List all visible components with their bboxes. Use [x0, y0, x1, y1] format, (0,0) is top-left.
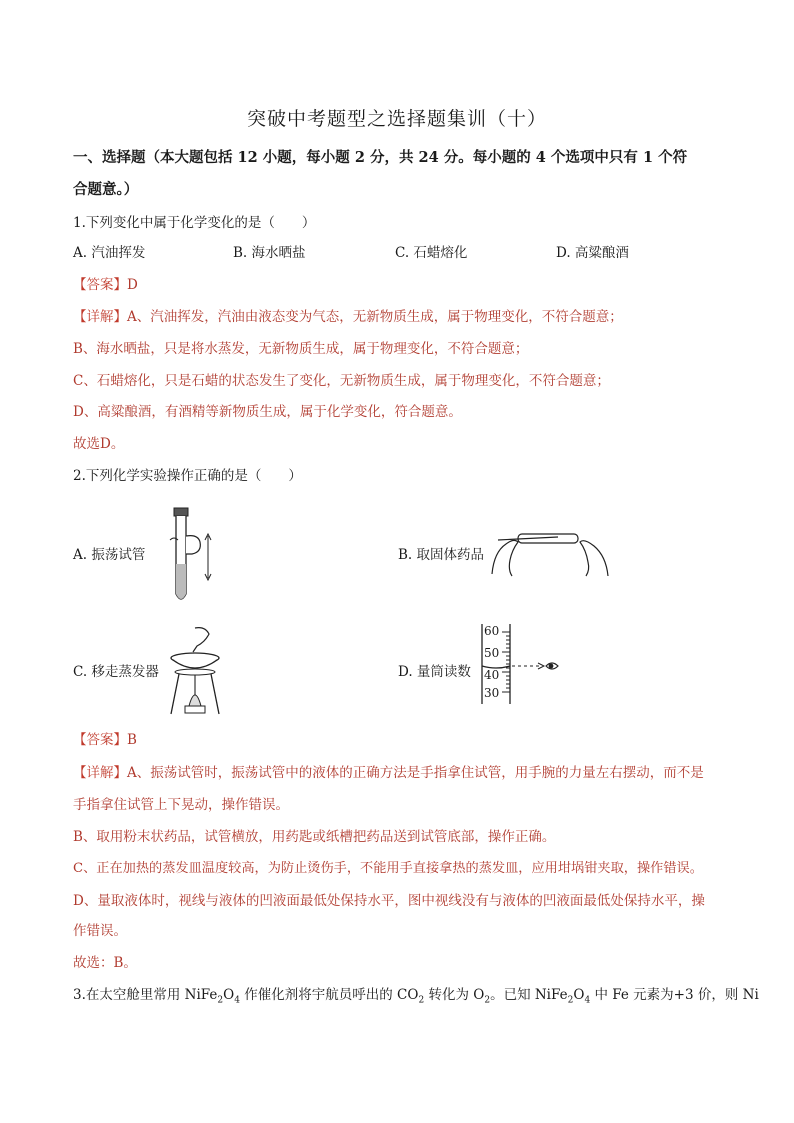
- q3-sub-2: 4: [234, 995, 240, 1006]
- q3-text-1: 3.在太空舱里常用 NiFe: [73, 987, 218, 1003]
- q1-option-b: B. 海水晒盐: [233, 245, 306, 261]
- q1-option-c: C. 石蜡熔化: [395, 245, 468, 261]
- q2-stem: 2.下列化学实验操作正确的是（ ）: [73, 468, 302, 484]
- q3-text-3: 作催化剂将宇航员呼出的 CO: [239, 987, 419, 1003]
- test-tube-shaking-figure: [150, 506, 220, 606]
- q1-option-d: D. 高粱酿酒: [556, 245, 629, 261]
- q2-detail-d1: D、量取液体时，视线与液体的凹液面最低处保持水平，图中视线没有与液体的凹液面最低处保持水平，操: [73, 893, 705, 909]
- q2-answer: [73, 728, 137, 748]
- q1-detail-c: C、石蜡熔化，只是石蜡的状态发生了变化，无新物质生成，属于物理变化，不符合题意；: [73, 373, 610, 389]
- evaporating-dish-figure: [165, 624, 225, 716]
- cylinder-tick-60: 60: [484, 624, 500, 638]
- q3-sub-6: 4: [584, 995, 591, 1006]
- q3-sub-1: 2: [217, 995, 224, 1006]
- q2-detail-b: B、取用粉末状药品，试管横放，用药匙或纸槽把药品送到试管底部，操作正确。: [73, 829, 556, 845]
- q1-option-a: A. 汽油挥发: [73, 245, 146, 261]
- q2-option-d: D. 量筒读数: [398, 664, 471, 680]
- q3-text-6: O: [573, 987, 585, 1003]
- q2-detail-d2: 作错误。: [73, 923, 127, 939]
- q1-answer: [73, 273, 138, 293]
- q3-sub-3: 2: [418, 995, 425, 1006]
- section-heading-line1: 一、选择题（本大题包括 12 小题，每小题 2 分，共 24 分。每小题的 4 个选项中只有 1 个符: [73, 149, 688, 166]
- q2-detail-a2: 手指拿住试管上下晃动，操作错误。: [73, 797, 289, 813]
- q2-detail-c: C、正在加热的蒸发皿温度较高，为防止烫伤手，不能用手直接拿热的蒸发皿，应用坩埚钳夹取，操作错误。: [73, 861, 703, 876]
- answer-label: 【答案】: [73, 732, 127, 748]
- detail-text: A、汽油挥发，汽油由液态变为气态，无新物质生成，属于物理变化，不符合题意；: [127, 309, 623, 325]
- cylinder-tick-40: 40: [484, 668, 500, 682]
- detail-text: A、振荡试管时，振荡试管中的液体的正确方法是手指拿住试管，用手腕的力量左右摆动，而不是: [127, 765, 704, 781]
- q3-sub-5: 2: [567, 995, 574, 1006]
- solid-drug-figure: [488, 520, 613, 580]
- q1-detail-d: D、高粱酿酒，有酒精等新物质生成，属于化学变化，符合题意。: [73, 404, 462, 420]
- cylinder-reading-figure: [478, 622, 568, 706]
- q1-conclusion: 故选D。: [73, 436, 125, 452]
- q1-detail-a: [73, 305, 623, 325]
- answer-label: 【答案】: [73, 277, 127, 293]
- q3-sub-4: 2: [484, 995, 491, 1006]
- answer-value: D: [127, 277, 138, 293]
- q2-option-c: C. 移走蒸发器: [73, 664, 159, 680]
- q3-stem: [73, 983, 759, 1006]
- q3-text-7: 中 Fe 元素为+3 价，则 Ni: [590, 987, 759, 1003]
- page-title: 突破中考题型之选择题集训（十）: [246, 108, 547, 130]
- q2-detail-a1: [73, 761, 704, 781]
- q1-stem: 1.下列变化中属于化学变化的是（ ）: [73, 215, 316, 231]
- answer-value: B: [127, 732, 137, 748]
- q3-text-5: 。已知 NiFe: [490, 987, 568, 1003]
- q2-option-b: B. 取固体药品: [398, 547, 485, 563]
- q1-detail-b: B、海水晒盐，只是将水蒸发，无新物质生成，属于物理变化，不符合题意；: [73, 341, 529, 357]
- q3-text-4: 转化为 O: [424, 987, 485, 1003]
- cylinder-tick-50: 50: [484, 646, 500, 660]
- q2-option-a: A. 振荡试管: [73, 547, 146, 563]
- detail-label: 【详解】: [73, 765, 127, 781]
- q2-conclusion: 故选：B。: [73, 955, 137, 971]
- cylinder-tick-30: 30: [484, 686, 500, 700]
- q3-text-2: O: [223, 987, 235, 1003]
- section-heading-line2: 合题意。）: [73, 181, 139, 198]
- detail-label: 【详解】: [73, 309, 127, 325]
